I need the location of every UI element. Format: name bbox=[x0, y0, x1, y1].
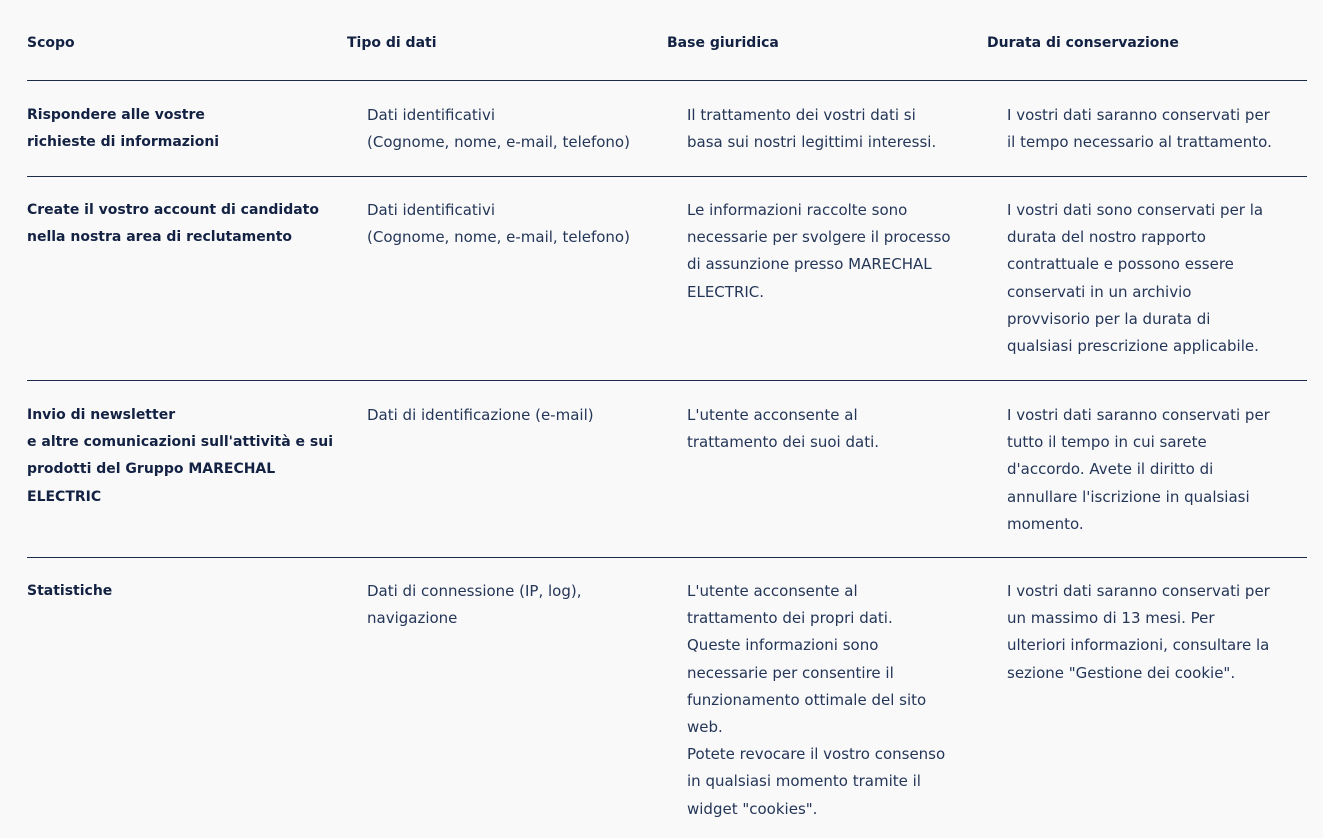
cell-purpose: Create il vostro account di candidato nella nostra area di reclutamento bbox=[27, 202, 319, 246]
cell-retention: I vostri dati saranno conservati per tutto il tempo in cui sarete d'accordo. Avete il diritto di annullare l'iscrizione in qualsiasi momento. bbox=[1007, 406, 1270, 533]
cell-purpose: Rispondere alle vostre richieste di informazioni bbox=[27, 107, 220, 151]
cell-retention: I vostri dati sono conservati per la durata del nostro rapporto contrattuale e possono essere conservati in un archivio provvisorio per la durata di qualsiasi prescrizione applicabile. bbox=[1007, 201, 1264, 356]
cell-legal-basis: Le informazioni raccolte sono necessarie per svolgere il processo di assunzione presso MARECHAL ELECTRIC. bbox=[687, 201, 951, 301]
cell-data-type: Dati identificativi (Cognome, nome, e-mail, telefono) bbox=[367, 106, 630, 152]
column-header-data-type: Tipo di dati bbox=[347, 35, 437, 51]
cell-data-type: Dati di identificazione (e-mail) bbox=[367, 406, 594, 424]
cell-legal-basis: L'utente acconsente al trattamento dei suoi dati. bbox=[687, 406, 880, 452]
table-header-row bbox=[27, 0, 1307, 81]
column-header-purpose: Scopo bbox=[27, 35, 75, 51]
cell-data-type: Dati di connessione (IP, log), navigazione bbox=[367, 582, 582, 628]
table-row bbox=[27, 81, 1307, 177]
cell-purpose: Statistiche bbox=[27, 583, 113, 599]
cell-legal-basis: Il trattamento dei vostri dati si basa sui nostri legittimi interessi. bbox=[687, 106, 937, 152]
cell-retention: I vostri dati saranno conservati per il tempo necessario al trattamento. bbox=[1007, 106, 1272, 152]
cell-legal-basis: L'utente acconsente al trattamento dei propri dati. Queste informazioni sono necessarie per consentire il funzionamento ottimale del sito web. Potete revocare il vostro consenso in qualsiasi momento tramite il widget "cookies". bbox=[687, 582, 946, 818]
table-row bbox=[27, 558, 1307, 838]
table-row bbox=[27, 381, 1307, 558]
cell-data-type: Dati identificativi (Cognome, nome, e-mail, telefono) bbox=[367, 201, 630, 247]
data-processing-table bbox=[27, 0, 1307, 838]
cell-purpose: Invio di newsletter e altre comunicazioni sull'attività e sui prodotti del Gruppo MARECHAL ELECTRIC bbox=[27, 407, 333, 505]
cell-retention: I vostri dati saranno conservati per un massimo di 13 mesi. Per ulteriori informazioni, consultare la sezione "Gestione dei cookie". bbox=[1007, 582, 1270, 682]
column-header-legal-basis: Base giuridica bbox=[667, 35, 779, 51]
column-header-retention: Durata di conservazione bbox=[987, 35, 1179, 51]
table-row bbox=[27, 177, 1307, 381]
